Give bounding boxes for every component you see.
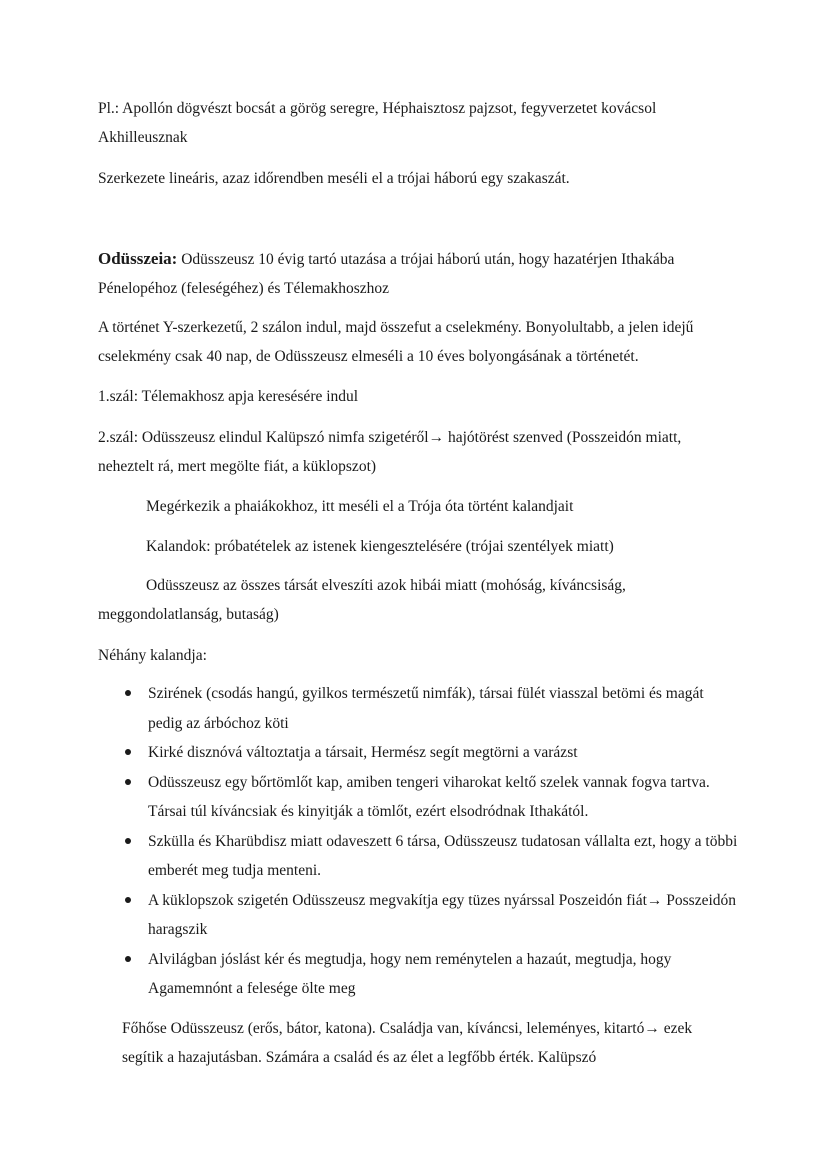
paragraph-some-adventures: Néhány kalandja: <box>98 647 207 664</box>
bullet-icon <box>125 779 131 785</box>
bullet-icon <box>125 690 131 696</box>
list-item <box>98 679 738 738</box>
list-item <box>98 738 738 768</box>
bullet-icon <box>125 897 131 903</box>
odyssey-heading: Odüsszeia: <box>98 249 178 268</box>
paragraph-hero: Főhőse Odüsszeusz (erős, bátor, katona). Családja van, kíváncsi, leleményes, kitartó→ ezek segítik a hazajutásban. Számára a család és az élet a legfőbb érték. Kalüpszó <box>122 1020 693 1066</box>
list-item-text: Kirké disznóvá változtatja a társait, Hermész segít megtörni a varázst <box>148 744 578 761</box>
list-item <box>98 945 738 1004</box>
bullet-icon <box>125 749 131 755</box>
paragraph-structure: A történet Y-szerkezetű, 2 szálon indul, majd összefut a cselekmény. Bonyolultabb, a jelen idejű cselekmény csak 40 nap, de Odüsszeusz elmeséli a 10 éves bolyongásának a történetét. <box>98 319 694 365</box>
list-item-text: Odüsszeusz egy bőrtömlőt kap, amiben tengeri viharokat keltő szelek vannak fogva tartva. Társai túl kíváncsiak és kinyitják a tömlőt, ezért elsodródnak Ithakától. <box>148 773 710 820</box>
paragraph-adventures: Kalandok: próbatételek az istenek kiengesztelésére (trójai szentélyek miatt) <box>146 538 614 555</box>
list-item-text: Szkülla és Kharübdisz miatt odaveszett 6 társa, Odüsszeusz tudatosan vállalta ezt, hogy a többi emberét meg tudja menteni. <box>148 832 738 879</box>
odyssey-intro-text: Odüsszeusz 10 évig tartó utazása a trójai háború után, hogy hazatérjen Ithakába Pénelopéhoz (feleségéhez) és Télemakhoszhoz <box>98 251 675 297</box>
paragraph-phaiakians: Megérkezik a phaiákokhoz, itt meséli el a Trója óta történt kalandjait <box>146 498 574 515</box>
list-item <box>98 768 738 827</box>
paragraph-odyssey-intro <box>98 244 738 303</box>
list-item-text: A küklopszok szigetén Odüsszeusz megvakítja egy tüzes nyárssal Poszeidón fiát→ Posszeidón haragszik <box>148 891 737 938</box>
list-item <box>98 827 738 886</box>
list-item-text: Szirének (csodás hangú, gyilkos természetű nimfák), társai fülét viasszal betömi és magát pedig az árbóchoz köti <box>148 685 704 732</box>
list-item-text: Alvilágban jóslást kér és megtudja, hogy nem reménytelen a hazaút, megtudja, hogy Agamemnónt a felesége ölte meg <box>148 950 672 997</box>
paragraph-thread-1: 1.szál: Télemakhosz apja keresésére indul <box>98 388 359 405</box>
paragraph-iliad-structure: Szerkezete lineáris, azaz időrendben meséli el a trójai háború egy szakaszát. <box>98 170 570 187</box>
bullet-icon <box>125 956 131 962</box>
paragraph-example-gods: Pl.: Apollón dögvészt bocsát a görög seregre, Héphaisztosz pajzsot, fegyverzetet kovácsol Akhilleusznak <box>98 100 657 146</box>
paragraph-thread-2: 2.szál: Odüsszeusz elindul Kalüpszó nimfa szigetéről→ hajótörést szenved (Posszeidón miatt, neheztelt rá, mert megölte fiát, a küklopszot) <box>98 429 682 475</box>
bullet-icon <box>125 838 131 844</box>
adventure-list <box>98 679 738 1004</box>
paragraph-companions-lost: Odüsszeusz az összes társát elveszíti azok hibái miatt (mohóság, kíváncsiság, meggondolatlanság, butaság) <box>98 577 626 623</box>
list-item <box>98 886 738 945</box>
